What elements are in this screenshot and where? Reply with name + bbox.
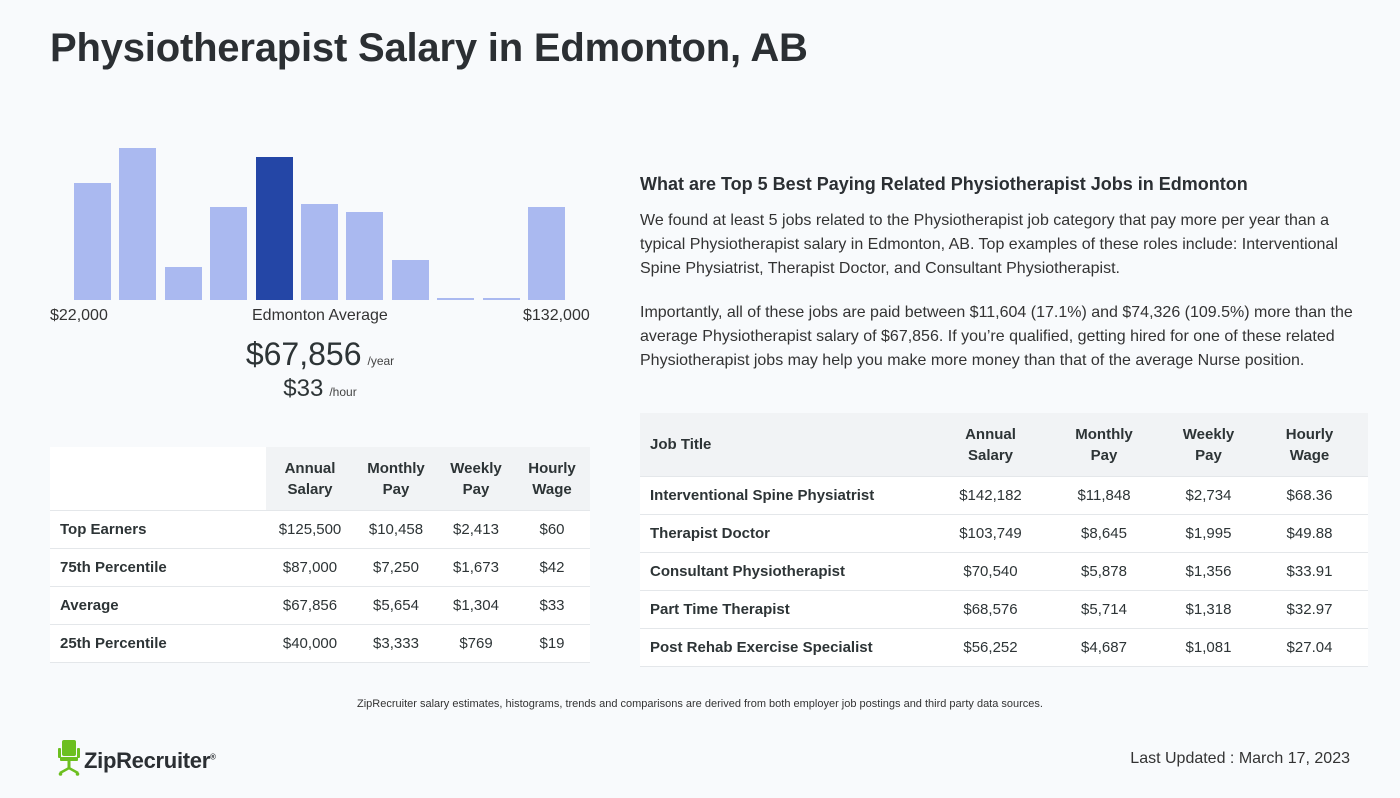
job-title-cell: Part Time Therapist: [640, 591, 939, 629]
annual-cell: $70,540: [939, 553, 1042, 591]
weekly-cell: $769: [438, 625, 514, 663]
histogram-bar: [437, 298, 474, 300]
annual-cell: $125,500: [266, 511, 354, 549]
histogram-bar: [301, 204, 338, 300]
annual-cell: $56,252: [939, 629, 1042, 667]
histogram-bar: [392, 260, 429, 300]
page-title: Physiotherapist Salary in Edmonton, AB: [50, 26, 808, 70]
table-row: [50, 587, 590, 625]
yearly-unit: /year: [367, 354, 395, 368]
jobs-table-header: [640, 413, 1368, 477]
header-hourly-wage: Hourly Wage: [514, 447, 590, 511]
header-annual-salary: Annual Salary: [939, 413, 1042, 477]
hourly-cell: $33.91: [1251, 553, 1368, 591]
chair-icon: [58, 740, 80, 781]
job-title-cell: Therapist Doctor: [640, 515, 939, 553]
histogram-bar: [346, 212, 383, 300]
weekly-cell: $1,318: [1166, 591, 1251, 629]
weekly-cell: $1,995: [1166, 515, 1251, 553]
row-label: Average: [50, 587, 266, 625]
header-job-title: Job Title: [640, 413, 939, 477]
header-blank: [50, 447, 266, 511]
ziprecruiter-logo[interactable]: [58, 740, 216, 781]
monthly-cell: $5,878: [1042, 553, 1166, 591]
histogram-bar: [119, 148, 156, 300]
job-title-cell: Post Rehab Exercise Specialist: [640, 629, 939, 667]
monthly-cell: $5,654: [354, 587, 438, 625]
histogram-bar: [256, 157, 293, 300]
histogram-bar: [528, 207, 565, 300]
hourly-cell: $49.88: [1251, 515, 1368, 553]
job-title-cell: Consultant Physiotherapist: [640, 553, 939, 591]
header-hourly-wage: Hourly Wage: [1251, 413, 1368, 477]
table-row: [640, 477, 1368, 515]
header-annual-salary: Annual Salary: [266, 447, 354, 511]
related-jobs-paragraph-2: Importantly, all of these jobs are paid between $11,604 (17.1%) and $74,326 (109.5%) more than the average Physiotherapist salary of $67,856. If you’re qualified, getting hired for one of these related Physiotherapist jobs may help you make more money than that of the average Nurse position.: [640, 304, 1353, 369]
histogram-max-label: $132,000: [523, 307, 590, 324]
hourly-cell: $60: [514, 511, 590, 549]
related-jobs-heading: What are Top 5 Best Paying Related Physiotherapist Jobs in Edmonton: [640, 174, 1248, 194]
weekly-cell: $1,356: [1166, 553, 1251, 591]
header-monthly-pay: Monthly Pay: [354, 447, 438, 511]
monthly-cell: $4,687: [1042, 629, 1166, 667]
table-row: [640, 515, 1368, 553]
table-row: [50, 549, 590, 587]
table-row: [640, 591, 1368, 629]
monthly-cell: $3,333: [354, 625, 438, 663]
percentile-table: [50, 447, 590, 663]
annual-cell: $87,000: [266, 549, 354, 587]
annual-cell: $40,000: [266, 625, 354, 663]
logo-wordmark: ZipRecruiter®: [84, 747, 216, 773]
histogram-average-label: Edmonton Average: [252, 307, 388, 324]
hourly-cell: $68.36: [1251, 477, 1368, 515]
row-label: 75th Percentile: [50, 549, 266, 587]
annual-cell: $103,749: [939, 515, 1042, 553]
annual-cell: $67,856: [266, 587, 354, 625]
hourly-cell: $33: [514, 587, 590, 625]
data-source-disclaimer: ZipRecruiter salary estimates, histograms, trends and comparisons are derived from both employer job postings and third party data sources.: [357, 698, 1043, 710]
weekly-cell: $1,304: [438, 587, 514, 625]
average-salary-summary: [50, 336, 590, 403]
weekly-cell: $2,413: [438, 511, 514, 549]
hourly-cell: $32.97: [1251, 591, 1368, 629]
weekly-cell: $1,081: [1166, 629, 1251, 667]
related-jobs-paragraph-1: We found at least 5 jobs related to the Physiotherapist job category that pay more per year than a typical Physiotherapist salary in Edmonton, AB. Top examples of these roles include: Interventional Spine Physiatrist, Therapist Doctor, and Consultant Physiotherapist.: [640, 212, 1338, 277]
header-monthly-pay: Monthly Pay: [1042, 413, 1166, 477]
monthly-cell: $10,458: [354, 511, 438, 549]
monthly-cell: $8,645: [1042, 515, 1166, 553]
percentile-table-header: [50, 447, 590, 511]
histogram-bar: [74, 183, 111, 300]
table-row: [640, 629, 1368, 667]
related-jobs-table: [640, 413, 1368, 667]
header-weekly-pay: Weekly Pay: [1166, 413, 1251, 477]
hourly-cell: $42: [514, 549, 590, 587]
weekly-cell: $2,734: [1166, 477, 1251, 515]
table-row: [50, 511, 590, 549]
monthly-cell: $5,714: [1042, 591, 1166, 629]
hourly-unit: /hour: [329, 385, 357, 399]
table-row: [50, 625, 590, 663]
row-label: Top Earners: [50, 511, 266, 549]
monthly-cell: $11,848: [1042, 477, 1166, 515]
last-updated: Last Updated : March 17, 2023: [1130, 750, 1350, 767]
monthly-cell: $7,250: [354, 549, 438, 587]
histogram-bar: [483, 298, 520, 300]
hourly-cell: $19: [514, 625, 590, 663]
table-row: [640, 553, 1368, 591]
annual-cell: $142,182: [939, 477, 1042, 515]
salary-histogram: [50, 130, 590, 300]
histogram-bar: [210, 207, 247, 300]
histogram-bar: [165, 267, 202, 300]
average-yearly-salary: $67,856: [245, 336, 362, 372]
hourly-cell: $27.04: [1251, 629, 1368, 667]
histogram-min-label: $22,000: [50, 307, 108, 324]
header-weekly-pay: Weekly Pay: [438, 447, 514, 511]
job-title-cell: Interventional Spine Physiatrist: [640, 477, 939, 515]
weekly-cell: $1,673: [438, 549, 514, 587]
row-label: 25th Percentile: [50, 625, 266, 663]
average-hourly-wage: $33: [283, 375, 324, 402]
annual-cell: $68,576: [939, 591, 1042, 629]
